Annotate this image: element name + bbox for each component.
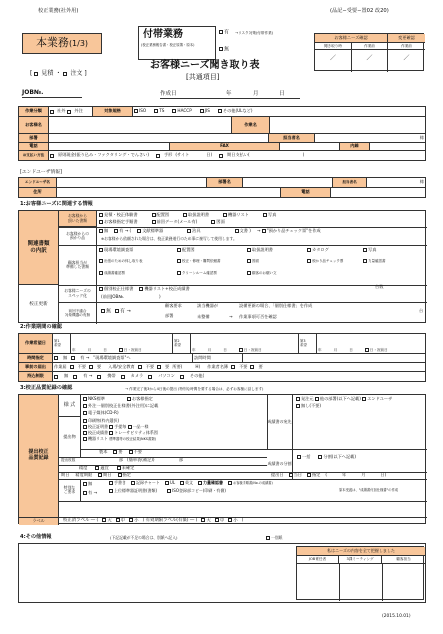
- binding-row[interactable]: 製本 要 不要: [99, 449, 142, 454]
- checkbox-icon[interactable]: [307, 248, 311, 252]
- section4-title: 4:その他情報: [20, 534, 52, 540]
- end-user-phone-field[interactable]: [331, 188, 425, 197]
- section2-title: 2:作業期間の確認: [20, 324, 62, 330]
- q2-label: お客様からの 預かり品: [59, 227, 97, 245]
- section4-attach[interactable]: 一別紙: [266, 536, 282, 540]
- checkbox-icon[interactable]: [50, 110, 54, 114]
- checkbox-icon[interactable]: [83, 437, 87, 441]
- end-user-address-label: 住所: [19, 188, 57, 197]
- confirm-col-3: 顧客担当: [382, 556, 425, 564]
- checkbox-icon[interactable]: [119, 348, 123, 352]
- checkbox-icon[interactable]: [54, 375, 58, 379]
- checkbox-icon[interactable]: [235, 229, 239, 233]
- confirmation-title: 私はニーズの内容を全て把握しました: [297, 547, 425, 556]
- change-confirm-head: 変更確認: [388, 34, 425, 43]
- main-work-box: [22, 33, 102, 54]
- checkbox-icon[interactable]: [129, 518, 133, 522]
- submit-date-row[interactable]: 提出日 当日 指定 ( 年 月 日): [271, 472, 387, 477]
- needs-col-1: 聞き取り時: [315, 43, 352, 50]
- checkbox-icon[interactable]: [121, 375, 125, 379]
- ancillary-work-sub: (校正業務報告書・校正原簿・原本): [141, 43, 195, 47]
- hope-2-date[interactable]: 年 月 日 日・祝前日: [191, 334, 299, 353]
- checkbox-icon[interactable]: [362, 397, 366, 401]
- checkbox-icon[interactable]: [99, 259, 103, 263]
- footer-date: (2015.10.01): [382, 614, 411, 619]
- submission-options[interactable]: 印刷物(枠内選択) 校正証明書 手提毎 一品一様 校正成績書 トレーサビリティ体系図 機器リスト 標準器等の校正結果(NKS書類): [83, 419, 158, 442]
- split-options[interactable]: 一括 分割(以下へ記載): [297, 455, 356, 460]
- q5-note2: 台: [419, 308, 424, 313]
- q5-note1: 該当機器が: [197, 303, 218, 308]
- contact-suffix: 様: [419, 134, 424, 140]
- work-class-label: 作業分類: [19, 107, 49, 116]
- checkbox-icon[interactable]: [148, 375, 152, 379]
- checkbox-icon[interactable]: [266, 536, 270, 540]
- checkbox-icon[interactable]: [83, 419, 87, 423]
- section3-note: → 作業完了後3から4日後の提出 (特別な時間を要する場合は、必ずお客様に話します): [125, 387, 264, 391]
- ext-label: 内線: [340, 143, 370, 150]
- checkbox-icon[interactable]: [307, 259, 311, 263]
- q5-options[interactable]: 無 有 →: [101, 309, 131, 315]
- job-name-field[interactable]: [270, 117, 425, 133]
- checkbox-icon[interactable]: [228, 481, 232, 485]
- customer-name-field[interactable]: [49, 117, 232, 133]
- checkbox-icon[interactable]: [315, 397, 319, 401]
- divider: [59, 457, 267, 458]
- needs-mark-1: ／: [315, 50, 352, 72]
- date-month: 月: [253, 91, 259, 97]
- target-standard-label: 対象規格: [93, 107, 133, 116]
- needs-confirm-box: [314, 33, 424, 71]
- checkbox-icon[interactable]: [165, 481, 169, 485]
- end-user-dept-field[interactable]: [243, 178, 333, 187]
- divider: [59, 501, 427, 502]
- checkbox-icon[interactable]: [99, 287, 103, 291]
- payment-label: お支払い方法: [19, 151, 49, 160]
- checkbox-icon[interactable]: [172, 109, 176, 113]
- checkbox-icon[interactable]: [95, 466, 99, 470]
- end-user-name-label: エンドユーザ名: [19, 178, 57, 187]
- divider: [382, 564, 383, 601]
- checkbox-icon[interactable]: [296, 397, 300, 401]
- checkbox-icon[interactable]: [98, 473, 102, 477]
- hope-3: 第3 希望: [299, 334, 317, 353]
- checkbox-icon[interactable]: [114, 229, 118, 233]
- checkbox-icon[interactable]: [247, 271, 251, 275]
- checkbox-icon[interactable]: [289, 473, 293, 477]
- carry-in-opts[interactable]: 無 有 → 携帯 カメラ パソコン その他(: [53, 372, 425, 381]
- date-underline: [160, 98, 300, 99]
- section2-block: [18, 333, 426, 382]
- checkbox-icon[interactable]: [139, 287, 143, 291]
- count-part-2: 部: [179, 457, 184, 462]
- special-items-3: 原本受渡は、"成績書付加仕様書"の作成: [339, 488, 399, 492]
- checkbox-icon[interactable]: [54, 356, 58, 360]
- fax-field[interactable]: [280, 143, 340, 150]
- divider: [339, 564, 340, 601]
- q5-label: 前回不適合 対象機器の有無: [59, 302, 97, 324]
- confirm-col-1: JOB責任者: [297, 556, 339, 564]
- checkbox-icon[interactable]: [318, 455, 322, 459]
- header-right: (品記−受要−置02 改20): [330, 8, 389, 14]
- contact-label: 担当者名: [269, 134, 315, 142]
- checkbox-icon[interactable]: [50, 154, 54, 158]
- checkbox-icon[interactable]: [138, 365, 142, 369]
- q1-options[interactable]: 見積・校正体験書 配置図 取扱説明書 機器リスト 写真: [99, 213, 276, 218]
- checkbox-icon[interactable]: [180, 375, 184, 379]
- q3-options-2[interactable]: 出張のための休し取り表 校正・修理・購買依頼書 図面 預かり品チェック票 力量確認書: [99, 259, 427, 263]
- section4-note: (下記記載が不足の場合は、別紙へ記入): [110, 535, 178, 540]
- q5-note4: →: [229, 314, 233, 319]
- checkbox-icon[interactable]: [157, 365, 161, 369]
- submission-record-label: 提出校正 品質記録: [19, 395, 59, 517]
- checkbox-icon[interactable]: [118, 473, 122, 477]
- ancillary-opt-no[interactable]: 無: [219, 47, 229, 53]
- ancillary-opt-yes[interactable]: 有: [219, 30, 229, 36]
- advance-notice-opts[interactable]: 作業届 不要 要 入場/安全教育 不要 要 所要( H) 作業者名簿 不要 要: [54, 363, 263, 369]
- checkbox-icon[interactable]: [156, 154, 160, 158]
- needs-confirm-head: お客様ニーズ確認: [315, 34, 388, 43]
- checkbox-icon[interactable]: [219, 154, 223, 158]
- end-user-block: [18, 177, 426, 198]
- checkbox-icon[interactable]: [71, 356, 75, 360]
- recipient-options[interactable]: 発注元 他の部署(以下へ記載) エンドユーザ 無し(不要): [296, 397, 392, 409]
- q1-label: お客様から 頂いた書類: [59, 211, 97, 227]
- needs-mark-3: ／: [403, 55, 410, 62]
- visit-time-field[interactable]: [243, 354, 425, 362]
- related-docs-label: 関連書類 の内訳: [19, 211, 59, 285]
- checkbox-icon[interactable]: [219, 47, 223, 51]
- checkbox-icon[interactable]: [297, 455, 301, 459]
- recipient-label: 成績書の宛先: [267, 395, 293, 449]
- checkbox-icon[interactable]: [99, 229, 103, 233]
- checkbox-icon[interactable]: [363, 259, 367, 263]
- checkbox-icon[interactable]: [113, 450, 117, 454]
- customer-info-block: [18, 106, 426, 161]
- checkbox-icon[interactable]: [99, 248, 103, 252]
- end-user-bracket: [エンドユーザ情報]: [20, 170, 62, 175]
- ancillary-work-box: [138, 26, 216, 60]
- date-year: 年: [226, 91, 232, 97]
- hope-2: 第2 希望: [173, 334, 191, 353]
- count-note: (簡単表(補足)): [127, 457, 155, 462]
- checkbox-icon[interactable]: [228, 518, 232, 522]
- checkbox-icon[interactable]: [128, 425, 132, 429]
- form-subtitle: [共通項目]: [186, 73, 220, 81]
- created-date-label: 作成日: [160, 91, 177, 97]
- submission-label: 提出物: [59, 417, 81, 457]
- confirm-col-2: 3課ミーティング: [339, 556, 382, 564]
- checkbox-icon[interactable]: [129, 450, 133, 454]
- checkbox-icon[interactable]: [63, 72, 67, 76]
- end-user-contact-label: 担当者名: [333, 178, 367, 187]
- special-label: 特別な ご要求: [59, 479, 81, 501]
- checkbox-icon[interactable]: [99, 213, 103, 217]
- special-opts[interactable]: 無 有 →: [83, 482, 97, 496]
- checkbox-icon[interactable]: [109, 431, 113, 435]
- checkbox-icon[interactable]: [131, 481, 135, 485]
- end-user-suffix: 様: [419, 179, 424, 185]
- end-user-address-field[interactable]: [57, 188, 281, 197]
- form-title: お客様ニーズ聞き取り表: [150, 60, 260, 71]
- checkbox-icon[interactable]: [89, 365, 93, 369]
- date-day: 日: [279, 91, 285, 97]
- checkbox-icon[interactable]: [116, 518, 120, 522]
- checkbox-icon[interactable]: [201, 518, 205, 522]
- checkbox-icon[interactable]: [262, 229, 266, 233]
- ancillary-work-label: 付帯業務: [143, 29, 183, 40]
- q3-options-1[interactable]: 現場環境調査票 配置図 取扱説明書 カタログ 写真: [99, 248, 427, 253]
- checkbox-icon[interactable]: [247, 259, 251, 263]
- q4-options[interactable]: 個別校正仕様書 機器リスト+校正成績書: [99, 287, 190, 292]
- hope-1: 第1 希望: [53, 334, 71, 353]
- checkbox-icon[interactable]: [247, 248, 251, 252]
- time-spec-opts[interactable]: 無 有 → "現場環境調査票"へ: [53, 354, 193, 362]
- phone-field[interactable]: [49, 143, 170, 150]
- advance-notice-label: 事前の届出: [19, 363, 53, 371]
- label-row-opts[interactable]: 校正済ラベル ― ( 大 中 小 ) 有効期限ラベル(有償) ― ( 大 中 小 ): [63, 518, 244, 524]
- q1-options-2[interactable]: お客様指定手順書 前回データ(メール有) 図面: [99, 220, 225, 225]
- needs-col-3: 作業前: [388, 43, 425, 50]
- checkbox-icon[interactable]: [109, 489, 113, 493]
- customer-name-label: お客様名: [19, 117, 49, 133]
- end-user-dept-label: 部署名: [207, 178, 243, 187]
- count-label: 提出枚数: [61, 458, 76, 462]
- q5-note5: 作業事項可否を確認: [239, 314, 277, 319]
- checkbox-icon[interactable]: [177, 248, 181, 252]
- time-spec-label: 時間指定: [19, 354, 53, 362]
- checkbox-icon[interactable]: [200, 109, 204, 113]
- section1-block: [18, 210, 426, 323]
- main-work-sub: (1/3): [68, 38, 89, 48]
- format-options[interactable]: NKS標準 お客様指定 外注一個別校正仕様書(外注用)に記載 電子媒体(CD-R): [83, 397, 158, 415]
- dept-label: 部署: [19, 134, 49, 142]
- checkbox-icon[interactable]: [218, 109, 222, 113]
- checkbox-icon[interactable]: [70, 365, 74, 369]
- hope-date-label: 作業希望日: [19, 334, 53, 353]
- needs-col-2: 作業前: [352, 43, 388, 50]
- checkbox-icon[interactable]: [231, 365, 235, 369]
- q3-options-3[interactable]: 成績書確認票 クリーンルーム確認票 顧客のお願い文: [99, 271, 427, 275]
- confirmation-box: [296, 546, 424, 600]
- checkbox-icon[interactable]: [34, 72, 38, 76]
- checkbox-icon[interactable]: [109, 425, 113, 429]
- payment-opts[interactable]: 原則現金(振り込み・ファクタリング・でんさい) 手形 (サイト 日) 期日支払い( ): [49, 151, 425, 160]
- q4-label: お客様ニーズの スペック化: [59, 285, 97, 302]
- end-user-phone-label: 電話: [281, 188, 331, 197]
- standards-opts[interactable]: ISO TS HACCP JIS その他(ULなど): [133, 107, 425, 116]
- q3-label: 顧客担当が 準備した書類: [59, 245, 97, 285]
- checkbox-icon[interactable]: [177, 259, 181, 263]
- split-label: 成績書の分割: [267, 449, 293, 479]
- checkbox-icon[interactable]: [177, 271, 181, 275]
- checkbox-icon[interactable]: [101, 309, 105, 313]
- ext-field[interactable]: [370, 143, 425, 150]
- section3-title: 3:校正品質記録の確認: [20, 385, 73, 391]
- special-items-2[interactable]: 上位標準器証明書(書類) ISO登録部コピー(印刷・有償): [109, 489, 226, 494]
- divider: [59, 245, 427, 246]
- checkbox-icon[interactable]: [187, 229, 191, 233]
- checkbox-icon[interactable]: [83, 482, 87, 486]
- checkbox-icon[interactable]: [83, 491, 87, 495]
- checkbox-icon[interactable]: [137, 229, 141, 233]
- accuracy-row[interactable]: 精度 適宜 未確定: [79, 465, 135, 470]
- checkbox-icon[interactable]: [83, 404, 87, 408]
- needs-mark-2: ／: [352, 50, 388, 72]
- count-part: 部: [119, 457, 124, 462]
- checkbox-icon[interactable]: [134, 109, 138, 113]
- deadline-row[interactable]: 期日 精度期限 期日 指定: [61, 472, 131, 477]
- estimate-order-select[interactable]: [ 見積 ・ 注文 ]: [30, 70, 87, 77]
- checkbox-icon[interactable]: [363, 248, 367, 252]
- checkbox-icon[interactable]: [167, 489, 171, 493]
- end-user-name-field[interactable]: [57, 178, 207, 187]
- checkbox-icon[interactable]: [83, 431, 87, 435]
- checkbox-icon[interactable]: [152, 213, 156, 217]
- q5-note3: 未整備: [197, 314, 210, 319]
- checkbox-icon[interactable]: [180, 481, 184, 485]
- checkbox-icon[interactable]: [99, 271, 103, 275]
- phone-label: 電話: [19, 143, 49, 150]
- q2-note: ※お客様から依頼された場合は、校正業務遂行のため事に複写して使用します。: [101, 236, 237, 241]
- q5-sub2: 部署: [165, 313, 174, 318]
- label-row-label: ラベル: [19, 517, 59, 525]
- checkbox-icon[interactable]: [67, 110, 71, 114]
- calibration-update-label: 校正更新: [19, 285, 59, 324]
- work-class-opts[interactable]: 社外 外注: [49, 107, 93, 116]
- dept-field[interactable]: [49, 134, 269, 142]
- q4-count-label: 台数: [375, 284, 384, 289]
- carry-in-label: 持込制限: [19, 372, 53, 381]
- fax-label: FAX: [170, 143, 280, 150]
- checkbox-icon[interactable]: [99, 220, 103, 224]
- checkbox-icon[interactable]: [198, 481, 202, 485]
- q5-sub1: 顧客要求: [165, 303, 182, 308]
- header-left: 校正業務(社外用): [38, 8, 79, 14]
- hope-1-date[interactable]: 年 月 日 日・祝前日: [71, 334, 173, 353]
- checkbox-icon[interactable]: [307, 473, 311, 477]
- main-work-label: 本業務: [35, 36, 69, 50]
- section3-block: [18, 394, 426, 524]
- checkbox-icon[interactable]: [211, 220, 215, 224]
- checkbox-icon[interactable]: [117, 466, 121, 470]
- format-label: 様 式: [59, 395, 81, 417]
- checkbox-icon[interactable]: [250, 365, 254, 369]
- checkbox-icon[interactable]: [263, 213, 267, 217]
- visit-time-label: 訪問時間: [193, 354, 243, 362]
- q5-note1b: 設備更新の場合、「個別仕様書」を作成: [239, 303, 313, 308]
- q2-options[interactable]: 無 有 → ( 文献標準器 治具 文書 ) → "預かり品チェック票"を作成: [99, 229, 321, 234]
- checkbox-icon[interactable]: [127, 397, 131, 401]
- checkbox-icon[interactable]: [102, 518, 106, 522]
- checkbox-icon[interactable]: [115, 309, 119, 313]
- checkbox-icon[interactable]: [73, 375, 77, 379]
- checkbox-icon[interactable]: [239, 348, 243, 352]
- checkbox-icon[interactable]: [109, 481, 113, 485]
- job-name-label: 作業名: [232, 117, 270, 133]
- hope-3-date[interactable]: 年 月 日 日・祝前日: [318, 347, 388, 352]
- checkbox-icon[interactable]: [83, 425, 87, 429]
- checkbox-icon[interactable]: [152, 220, 156, 224]
- checkbox-icon[interactable]: [83, 397, 87, 401]
- checkbox-icon[interactable]: [154, 109, 158, 113]
- checkbox-icon[interactable]: [219, 30, 223, 34]
- ancillary-opt-note: →リスク対策(付帯作業): [235, 31, 274, 35]
- checkbox-icon[interactable]: [215, 518, 219, 522]
- q4-prev-job-end: ): [159, 294, 161, 299]
- job-no-label: JOB№.: [22, 90, 82, 98]
- checkbox-icon[interactable]: [183, 213, 187, 217]
- q4-prev-job: (前回JOB№.: [101, 294, 125, 299]
- checkbox-icon[interactable]: [365, 348, 369, 352]
- checkbox-icon[interactable]: [223, 213, 227, 217]
- checkbox-icon[interactable]: [83, 411, 87, 415]
- checkbox-icon[interactable]: [97, 375, 101, 379]
- section1-title: 1:お客様ニーズに関連する情報: [20, 201, 93, 207]
- checkbox-icon[interactable]: [296, 404, 300, 408]
- special-items[interactable]: 手書き 記録チャート UL 英文 力量確認書 お客様手順書(No.の成績書): [109, 481, 273, 486]
